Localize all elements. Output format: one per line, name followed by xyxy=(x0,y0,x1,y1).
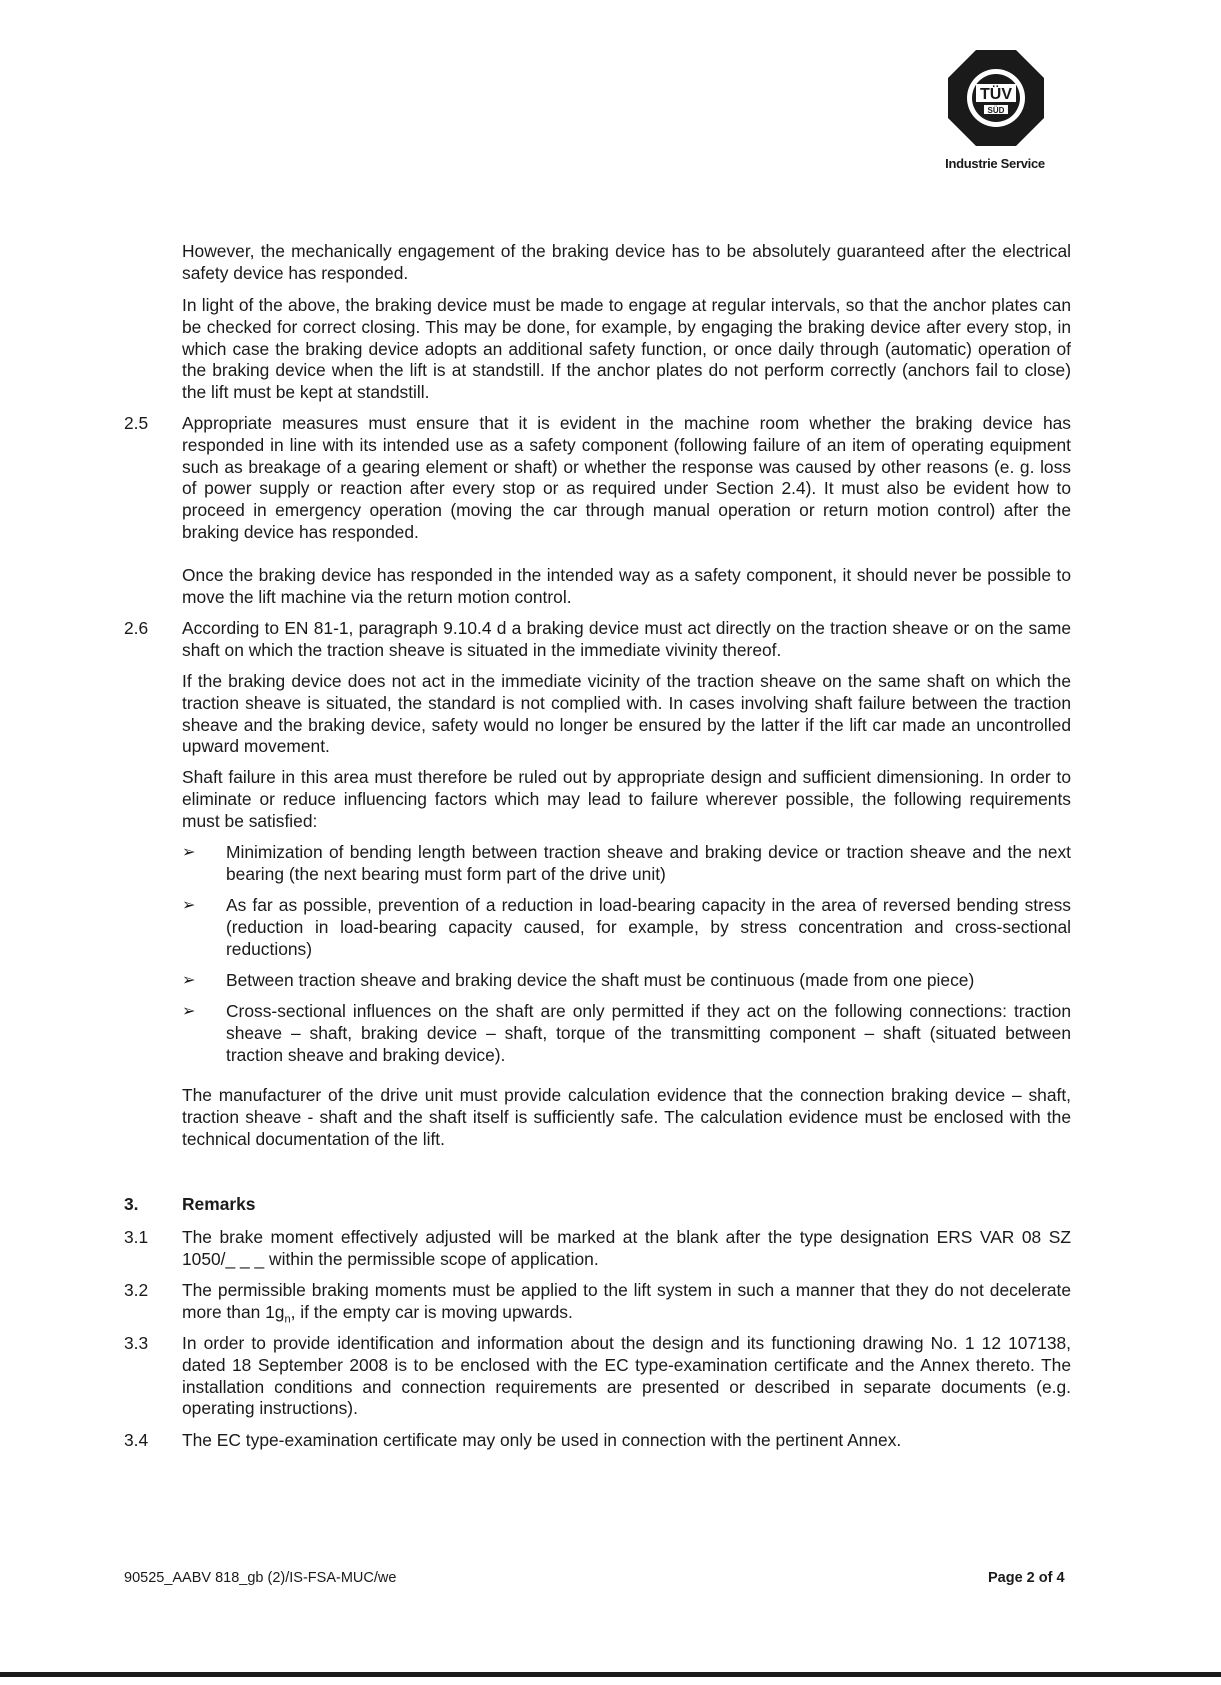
paragraph-regular-engagement: In light of the above, the braking device must be made to engage at regular intervals, so that the anchor plates can be checked for correct closing. This may be done, for example, by engaging the braking device after every stop, in which case the braking device adopts an additional safety function, or once daily through (automatic) operation of the braking device when the lift is at standstill. If the anchor plates do not perform correctly (anchors fail to close) the lift must be kept at standstill. xyxy=(182,295,1071,403)
section-number-3-4: 3.4 xyxy=(124,1430,149,1450)
list-item: Between traction sheave and braking device the shaft must be continuous (made from one piece) xyxy=(226,970,975,990)
section-3-4-text: The EC type-examination certificate may only be used in connection with the pertinent Annex. xyxy=(182,1430,902,1450)
section-2-5-paragraph-2: Once the braking device has responded in the intended way as a safety component, it should never be possible to move the lift machine via the return motion control. xyxy=(182,565,1071,607)
section-3-heading: Remarks xyxy=(182,1194,256,1214)
tuv-sud-logo-icon xyxy=(948,50,1044,146)
section-2-5-text: Appropriate measures must ensure that it is evident in the machine room whether the braking device has responded in line with its intended use as a safety component (following failure of an item of operating equipment such as breakage of a gearing element or shaft) or whether the response was caused by other reasons (e. g. loss of power supply or reaction after every stop or as required under Section 2.4). It must also be evident how to proceed in emergency operation (moving the car through manual operation or return motion control) after the braking device has responded. xyxy=(182,413,1071,542)
section-2-6-text: According to EN 81-1, paragraph 9.10.4 d a braking device must act directly on the traction sheave or on the same shaft on which the traction sheave is situated in the immediate vivinity thereof. xyxy=(182,618,1071,660)
svg-text:SÜD: SÜD xyxy=(987,106,1005,115)
section-2-6-paragraph-3: Shaft failure in this area must therefore be ruled out by appropriate design and sufficient dimensioning. In order to eliminate or reduce influencing factors which may lead to failure wherever possible, the following requirements must be satisfied: xyxy=(182,767,1071,831)
section-number-3-2: 3.2 xyxy=(124,1280,149,1300)
section-3-1-text: The brake moment effectively adjusted will be marked at the blank after the type designation ERS VAR 08 SZ 1050/_ _ _ within the permissible scope of application. xyxy=(182,1227,1071,1269)
list-item: Cross-sectional influences on the shaft are only permitted if they act on the following connections: traction sheave – shaft, braking device – shaft, torque of the transmitting component – shaft (situated between traction sheave and braking device). xyxy=(226,1001,1071,1065)
section-3-3-text: In order to provide identification and information about the design and its functioning drawing No. 1 12 107138, dated 18 September 2008 is to be enclosed with the EC type-examination certificate and the Annex thereto. The installation conditions and connection requirements are presented or described in separate documents (e.g. operating instructions). xyxy=(182,1333,1071,1419)
footer-page-number: Page 2 of 4 xyxy=(988,1570,1065,1586)
bullet-arrow-icon: ➢ xyxy=(182,972,196,989)
bullet-arrow-icon: ➢ xyxy=(182,897,196,914)
section-number-3: 3. xyxy=(124,1194,139,1214)
svg-text:TÜV: TÜV xyxy=(980,86,1012,103)
section-number-2-6: 2.6 xyxy=(124,618,149,638)
section-number-3-3: 3.3 xyxy=(124,1333,149,1353)
list-item: As far as possible, prevention of a reduction in load-bearing capacity in the area of reversed bending stress (reduction in load-bearing capacity caused, for example, by stress concentration and cross-sectional reductions) xyxy=(226,895,1071,959)
section-3-2-subscript: n xyxy=(284,1313,291,1326)
logo-caption: Industrie Service xyxy=(945,156,1045,171)
section-number-2-5: 2.5 xyxy=(124,413,149,433)
bullet-arrow-icon: ➢ xyxy=(182,844,196,861)
section-3-2-text-a: The permissible braking moments must be applied to the lift system in such a manner that they do not decelerate more than 1g xyxy=(182,1280,1071,1322)
section-2-6-paragraph-4: The manufacturer of the drive unit must provide calculation evidence that the connection braking device – shaft, traction sheave - shaft and the shaft itself is sufficiently safe. The calculation evidence must be enclosed with the technical documentation of the lift. xyxy=(182,1085,1071,1149)
section-3-2-text xyxy=(182,1280,1071,1331)
paragraph-engagement-guarantee: However, the mechanically engagement of the braking device has to be absolutely guaranteed after the electrical safety device has responded. xyxy=(182,241,1071,283)
footer-reference: 90525_AABV 818_gb (2)/IS-FSA-MUC/we xyxy=(124,1570,397,1586)
list-item: Minimization of bending length between traction sheave and braking device or traction sheave and the next bearing (the next bearing must form part of the drive unit) xyxy=(226,842,1071,884)
section-number-3-1: 3.1 xyxy=(124,1227,149,1247)
section-2-6-paragraph-2: If the braking device does not act in the immediate vicinity of the traction sheave on the same shaft on which the traction sheave is situated, the standard is not complied with. In cases involving shaft failure between the traction sheave and the braking device, safety would no longer be ensured by the latter if the lift car made an uncontrolled upward movement. xyxy=(182,671,1071,757)
bottom-divider xyxy=(0,1672,1221,1677)
section-3-2-text-b: , if the empty car is moving upwards. xyxy=(290,1301,573,1322)
bullet-arrow-icon: ➢ xyxy=(182,1003,196,1020)
